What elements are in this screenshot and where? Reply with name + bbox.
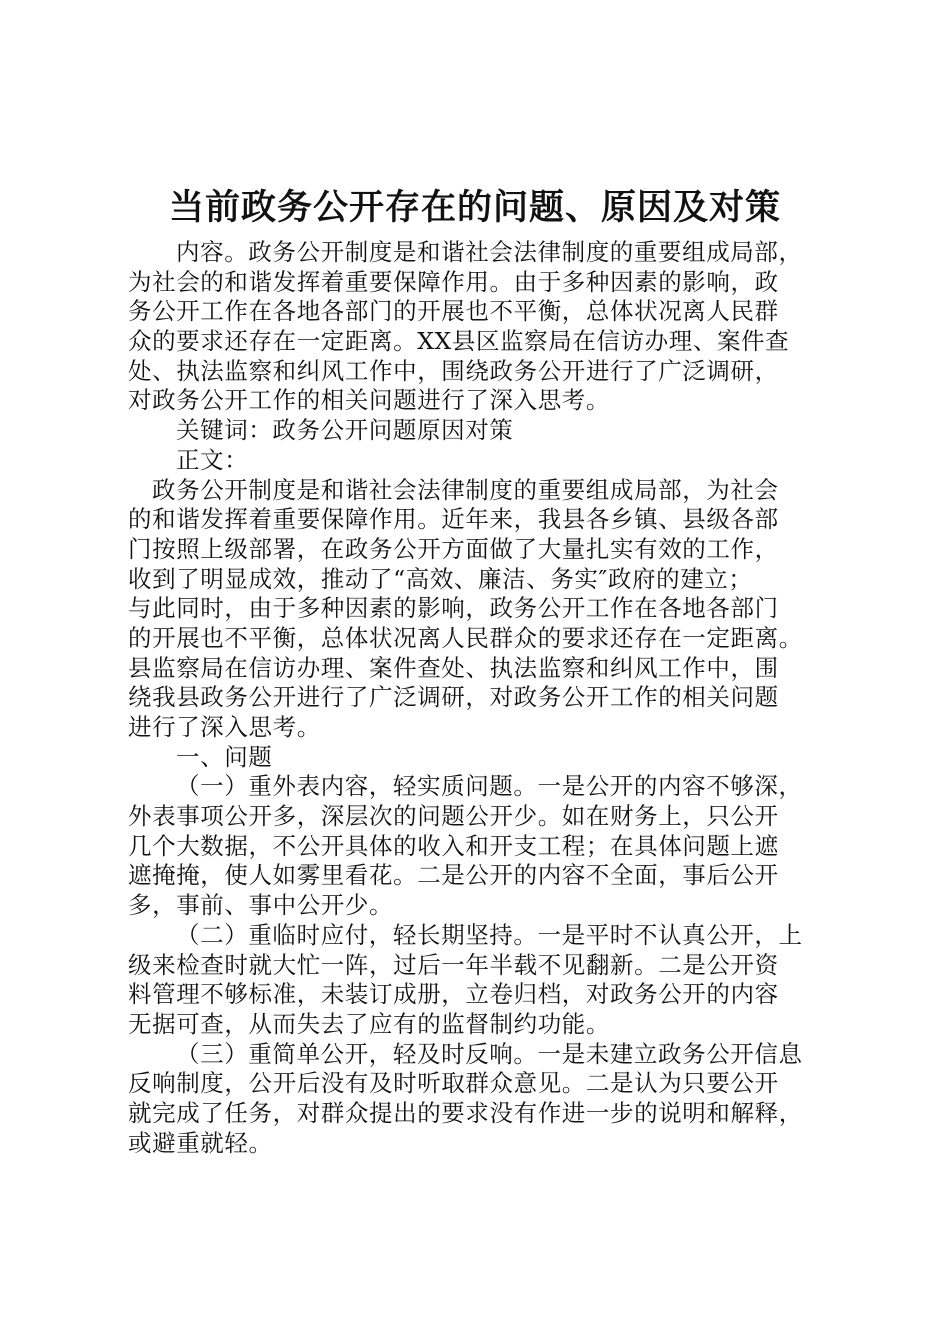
text-line: 料管理不够标准，未装订成册，立卷归档，对政务公开的内容 xyxy=(128,980,779,1009)
text-line: 的和谐发挥着重要保障作用。近年来，我县各乡镇、县级各部 xyxy=(128,505,779,534)
text-line: 几个大数据，不公开具体的收入和开支工程；在具体问题上遮 xyxy=(128,831,779,860)
text-line: 或避重就轻。 xyxy=(128,1128,273,1157)
text-line: 绕我县政务公开进行了广泛调研，对政务公开工作的相关问题 xyxy=(128,683,779,712)
page-title: 当前政务公开存在的问题、原因及对策 xyxy=(168,188,781,228)
text-line: （一）重外表内容，轻实质问题。一是公开的内容不够深， xyxy=(176,772,803,801)
text-line: 务公开工作在各地各部门的开展也不平衡，总体状况离人民群 xyxy=(128,297,779,326)
text-line: （三）重简单公开，轻及时反响。一是未建立政务公开信息 xyxy=(176,1039,803,1068)
text-line: 为社会的和谐发挥着重要保障作用。由于多种因素的影响，政 xyxy=(128,267,779,296)
text-line: 遮掩掩，使人如雾里看花。二是公开的内容不全面，事后公开 xyxy=(128,861,779,890)
text-line: 与此同时，由于多种因素的影响，政务公开工作在各地各部门 xyxy=(128,594,779,623)
keywords-line: 关键词：政务公开问题原因对策 xyxy=(176,416,514,445)
text-line: 反响制度，公开后没有及时听取群众意见。二是认为只要公开 xyxy=(128,1069,779,1098)
text-line: 收到了明显成效，推动了“高效、廉洁、务实″政府的建立； xyxy=(128,564,753,593)
text-line: 外表事项公开多，深层次的问题公开少。如在财务上，只公开 xyxy=(128,802,779,831)
text-line: 内容。政务公开制度是和谐社会法律制度的重要组成局部， xyxy=(176,238,803,266)
text-line: 多，事前、事中公开少。 xyxy=(128,891,394,920)
text-line: 就完成了任务，对群众提出的要求没有作进一步的说明和解释， xyxy=(128,1098,803,1127)
text-line: 级来检查时就大忙一阵，过后一年半载不见翻新。二是公开资 xyxy=(128,950,779,979)
document-body xyxy=(128,238,838,1158)
section-heading: 一、问题 xyxy=(176,742,273,771)
section-heading: 正文： xyxy=(176,445,249,474)
text-line: 县监察局在信访办理、案件查处、执法监察和纠风工作中，围 xyxy=(128,653,779,682)
text-line: 处、执法监察和纠风工作中，围绕政务公开进行了广泛调研， xyxy=(128,356,779,385)
text-line: 进行了深入思考。 xyxy=(128,713,321,741)
text-line: 对政务公开工作的相关问题进行了深入思考。 xyxy=(128,386,610,415)
text-line: 无据可查，从而失去了应有的监督制约功能。 xyxy=(128,1009,610,1038)
text-line: （二）重临时应付，轻长期坚持。一是平时不认真公开，上 xyxy=(176,920,803,949)
text-line: 门按照上级部署，在政务公开方面做了大量扎实有效的工作， xyxy=(128,534,779,563)
text-line: 众的要求还存在一定距离。XX县区监察局在信访办理、案件查 xyxy=(128,327,790,356)
text-line: 政务公开制度是和谐社会法律制度的重要组成局部，为社会 xyxy=(152,475,779,504)
text-line: 的开展也不平衡，总体状况离人民群众的要求还存在一定距离。 xyxy=(128,623,803,652)
